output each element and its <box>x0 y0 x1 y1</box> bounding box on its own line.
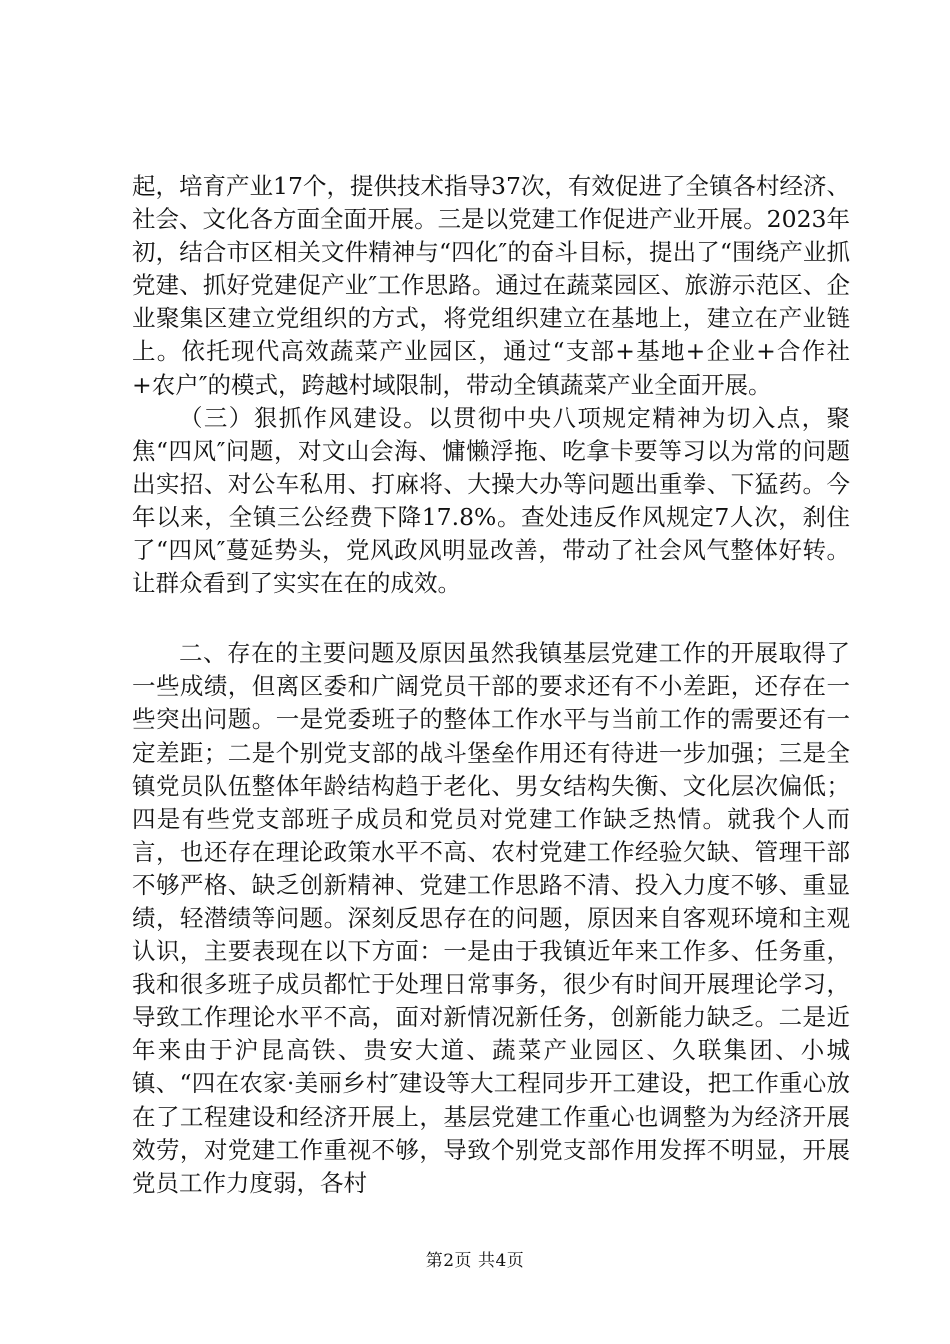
paragraph-work-style: （三）狠抓作风建设。以贯彻中央八项规定精神为切入点，聚焦“四风″问题，对文山会海、慵懒浮拖、吃拿卡要等习以为常的问题出实招、对公车私用、打麻将、大操大办等问题出重拳、下猛药。今年以来，全镇三公经费下降17.8%。查处违反作风规定7人次，刹住了“四风″蔓延势头，党风政风明显改善，带动了社会风气整体好转。让群众看到了实实在在的成效。 <box>132 403 850 598</box>
document-body <box>132 170 850 1200</box>
paragraph-problems: 二、存在的主要问题及原因虽然我镇基层党建工作的开展取得了一些成绩，但离区委和广阔党员干部的要求还有不小差距，还存在一些突出问题。一是党委班子的整体工作水平与当前工作的需要还有一定差距；二是个别党支部的战斗堡垒作用还有待进一步加强；三是全镇党员队伍整体年龄结构趋于老化、男女结构失衡、文化层次偏低；四是有些党支部班子成员和党员对党建工作缺乏热情。就我个人而言，也还存在理论政策水平不高、农村党建工作经验欠缺、管理干部不够严格、缺乏创新精神、党建工作思路不清、投入力度不够、重显绩，轻潜绩等问题。深刻反思存在的问题，原因来自客观环境和主观认识，主要表现在以下方面：一是由于我镇近年来工作多、任务重，我和很多班子成员都忙于处理日常事务，很少有时间开展理论学习，导致工作理论水平不高，面对新情况新任务，创新能力缺乏。二是近年来由于沪昆高铁、贵安大道、蔬菜产业园区、久联集团、小城镇、“四在农家·美丽乡村″建设等大工程同步开工建设，把工作重心放在了工程建设和经济开展上，基层党建工作重心也调整为为经济开展效劳，对党建工作重视不够，导致个别党支部作用发挥不明显，开展党员工作力度弱，各村 <box>132 639 850 1197</box>
page-number-footer: 第2页 共4页 <box>425 1251 525 1271</box>
paragraph-continuation: 起，培育产业17个，提供技术指导37次，有效促进了全镇各村经济、社会、文化各方面全面开展。三是以党建工作促进产业开展。2023年初，结合市区相关文件精神与“四化″的奋斗目标，提出了“围绕产业抓党建、抓好党建促产业″工作思路。通过在蔬菜园区、旅游示范区、企业聚集区建立党组织的方式，将党组织建立在基地上，建立在产业链上。依托现代高效蔬菜产业园区，通过“支部+基地+企业+合作社+农户″的模式，跨越村域限制，带动全镇蔬菜产业全面开展。 <box>132 172 850 399</box>
